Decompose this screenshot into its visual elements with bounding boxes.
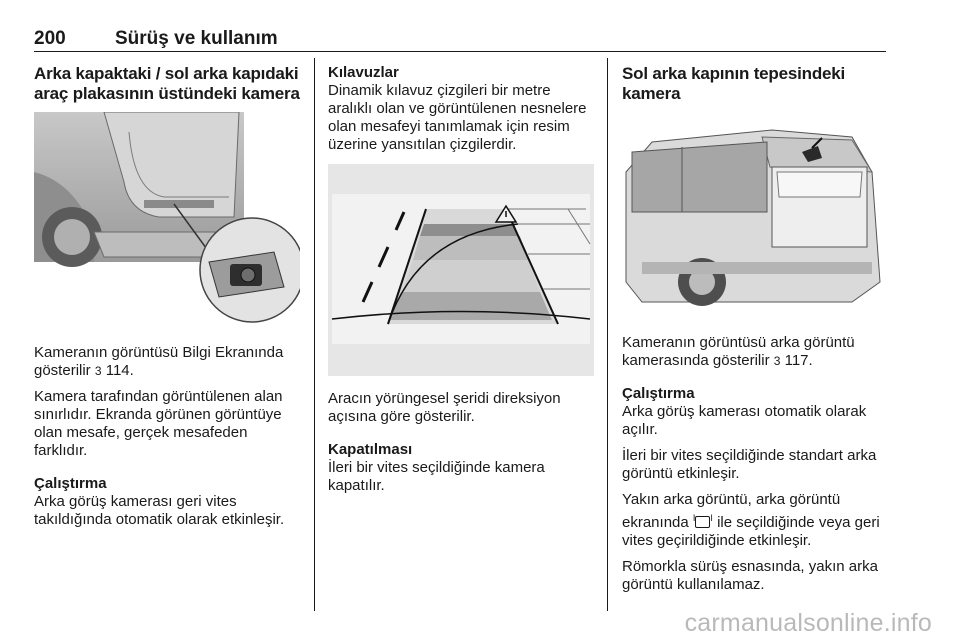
paragraph-screen-display: Kameranın görüntüsü Bilgi Ekranında gösterilir 3 114.: [34, 344, 284, 379]
paragraph-camera-display: Kameranın görüntüsü arka görüntü kamerasında gösterilir 3 117.: [622, 334, 855, 369]
section-heading-door-camera: Sol arka kapının tepesindeki kamera: [622, 64, 846, 103]
paragraph-deactivation: İleri bir vites seçildiğinde kamera kapatılır.: [328, 459, 545, 494]
section-heading-plate-camera: Arka kapaktaki / sol arka kapıdaki araç plakasının üstündeki kamera: [34, 64, 300, 103]
paragraph-standard-view: İleri bir vites seçildiğinde standart arka görüntü etkinleşir.: [622, 447, 877, 482]
paragraph-guidelines: Dinamik kılavuz çizgileri bir metre aralıklı olan ve görüntülenen nesnelere olan mesafeyi tanımlamak için resim üzerine yansıtılan çizgilerdir.: [328, 82, 587, 153]
guideline-display-illustration: [328, 164, 594, 376]
paragraph-near-view: Yakın arka görüntü, arka görüntü ekranında $^I$ $^I$ ile seçildiğinde veya geri vites geçirildiğinde etkinleşir.: [622, 491, 880, 549]
column-3: [622, 64, 886, 594]
header-rule: [34, 51, 886, 52]
page-ref-117[interactable]: 117.: [784, 352, 813, 369]
page-header: [34, 28, 886, 50]
page-ref-icon: 3: [94, 364, 102, 378]
column-1: [34, 64, 302, 529]
page-title: Sürüş ve kullanım: [115, 28, 278, 49]
watermark: carmanualsonline.info: [684, 609, 932, 637]
page-ref-icon: 3: [773, 354, 781, 368]
column-2: [328, 64, 598, 495]
rear-camera-illustration: [34, 112, 300, 324]
paragraph-limited-area: Kamera tarafından görüntülenen alan sınırlıdır. Ekranda görünen görüntüye olan mesafe, gerçek mesafeden farklıdır.: [34, 388, 283, 459]
camera-view-icon: [695, 516, 710, 528]
page-ref-114[interactable]: 114.: [105, 362, 134, 379]
subheading-activation-3: Çalıştırma: [622, 385, 695, 402]
paragraph-auto-on: Arka görüş kamerası otomatik olarak açılır.: [622, 403, 867, 438]
paragraph-trailer: Römorkla sürüş esnasında, yakın arka görüntü kullanılamaz.: [622, 558, 878, 593]
paragraph-trajectory: Aracın yörüngesel şeridi direksiyon açısına göre gösterilir.: [328, 390, 561, 425]
subheading-deactivation: Kapatılması: [328, 441, 413, 458]
subheading-guidelines: Kılavuzlar: [328, 64, 399, 81]
paragraph-activation: Arka görüş kamerası geri vites takıldığında otomatik olarak etkinleşir.: [34, 493, 285, 528]
rear-door-camera-illustration: [622, 112, 886, 324]
column-divider-2: [607, 58, 608, 611]
subheading-activation: Çalıştırma: [34, 475, 107, 492]
column-divider-1: [314, 58, 315, 611]
page-number: 200: [34, 28, 66, 49]
